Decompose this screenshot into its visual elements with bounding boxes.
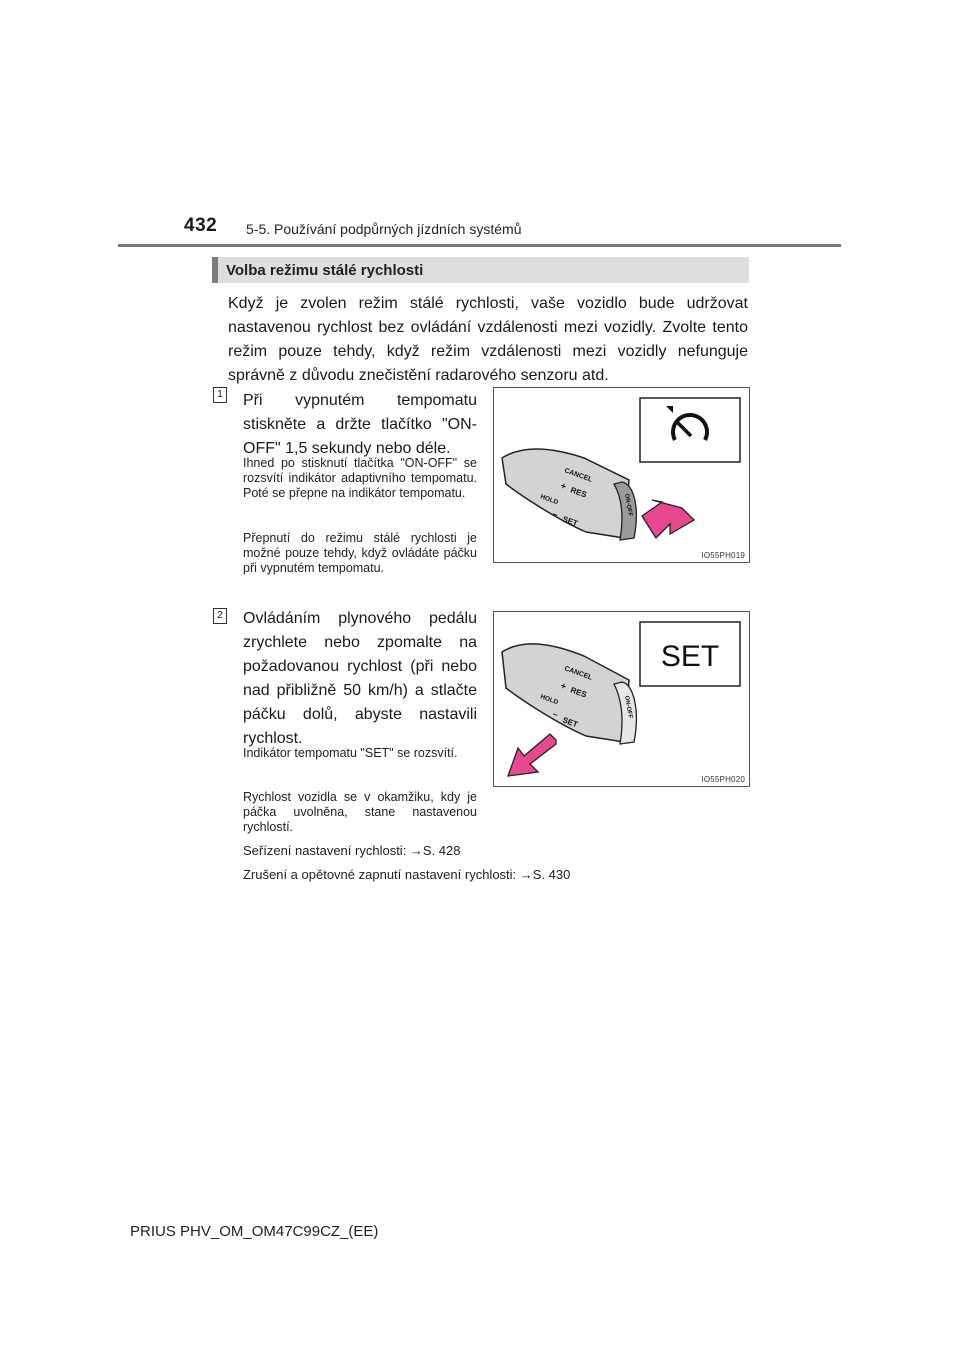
lever2-label-on-off: ON-OFF bbox=[623, 695, 633, 719]
header-rule bbox=[118, 244, 841, 247]
lever-label-plus: + bbox=[559, 480, 568, 492]
lever2-label-plus: + bbox=[559, 680, 568, 692]
lever-label-hold: HOLD bbox=[539, 493, 560, 507]
page-number: 432 bbox=[184, 215, 218, 236]
press-arrow-icon bbox=[642, 500, 694, 538]
lever-label-res: RES bbox=[569, 485, 588, 500]
step-2-instruction: Ovládáním plynového pedálu zrychlete nebo zpomalte na požadovanou rychlost (při nebo nad přibližně 50 km/h) a stlačte páčku dolů, abyste nastavili rychlost. bbox=[243, 610, 477, 747]
step-2-note-1: Indikátor tempomatu "SET" se rozsvítí. bbox=[243, 746, 458, 760]
step-1-note-2: Přepnutí do režimu stálé rychlosti je možné pouze tehdy, když ovládáte páčku při vypnutém tempomatu. bbox=[243, 531, 477, 575]
step-number-1: 1 bbox=[213, 387, 227, 403]
step-2-note-2: Rychlost vozidla se v okamžiku, kdy je páčka uvolněna, stane nastavenou rychlostí. bbox=[243, 790, 477, 834]
figure-code-2: IO55PH020 bbox=[701, 775, 745, 784]
indicator-panel bbox=[640, 398, 740, 462]
lever-label-cancel: CANCEL bbox=[563, 467, 594, 484]
lever-label-on-off: ON-OFF bbox=[623, 493, 633, 517]
lever2-label-set: SET bbox=[561, 715, 580, 730]
lever2-label-hold: HOLD bbox=[539, 693, 560, 707]
reference-adjust-speed: Seřízení nastavení rychlosti: →S. 428 bbox=[243, 843, 461, 858]
figure-step-1 bbox=[493, 387, 750, 563]
step-number-2: 2 bbox=[213, 608, 227, 624]
down-arrow-icon bbox=[508, 734, 556, 776]
step-1-note-1: Ihned po stisknutí tlačítka "ON-OFF" se rozsvítí indikátor adaptivního tempomatu. Poté se přepne na indikátor tempomatu. bbox=[243, 456, 477, 500]
figure-step-2 bbox=[493, 611, 750, 787]
cruise-lever bbox=[502, 449, 636, 540]
footer-doc-id: PRIUS PHV_OM_OM47C99CZ_(EE) bbox=[130, 1223, 379, 1240]
step-1-instruction: Při vypnutém tempomatu stiskněte a držte tlačítko "ON-OFF" 1,5 sekundy nebo déle. bbox=[243, 392, 477, 457]
lever-press-illustration bbox=[494, 388, 749, 562]
lever-label-set: SET bbox=[561, 514, 580, 529]
heading-title: Volba režimu stálé rychlosti bbox=[226, 262, 424, 279]
lever-label-minus: – bbox=[551, 508, 560, 520]
figure-code-1: IO55PH019 bbox=[701, 551, 745, 560]
reference-cancel-resume: Zrušení a opětovné zapnutí nastavení rychlosti: →S. 430 bbox=[243, 867, 571, 882]
intro-paragraph: Když je zvolen režim stálé rychlosti, vaše vozidlo bude udržovat nastavenou rychlost bez ovládání vzdálenosti mezi vozidly. Zvolte tento režim pouze tehdy, když režim vzdálenosti mezi vozidly nefunguje správně z důvodu znečistění radarového senzoru atd. bbox=[228, 295, 748, 384]
section-title: 5-5. Používání podpůrných jízdních systémů bbox=[246, 221, 522, 237]
lever2-label-minus: – bbox=[551, 708, 560, 720]
lever2-label-res: RES bbox=[569, 685, 588, 700]
cruise-lever-2 bbox=[502, 644, 636, 744]
heading-marker bbox=[212, 257, 218, 283]
set-indicator-text: SET bbox=[660, 640, 720, 673]
lever2-label-cancel: CANCEL bbox=[563, 665, 594, 682]
lever-down-illustration bbox=[494, 612, 749, 786]
